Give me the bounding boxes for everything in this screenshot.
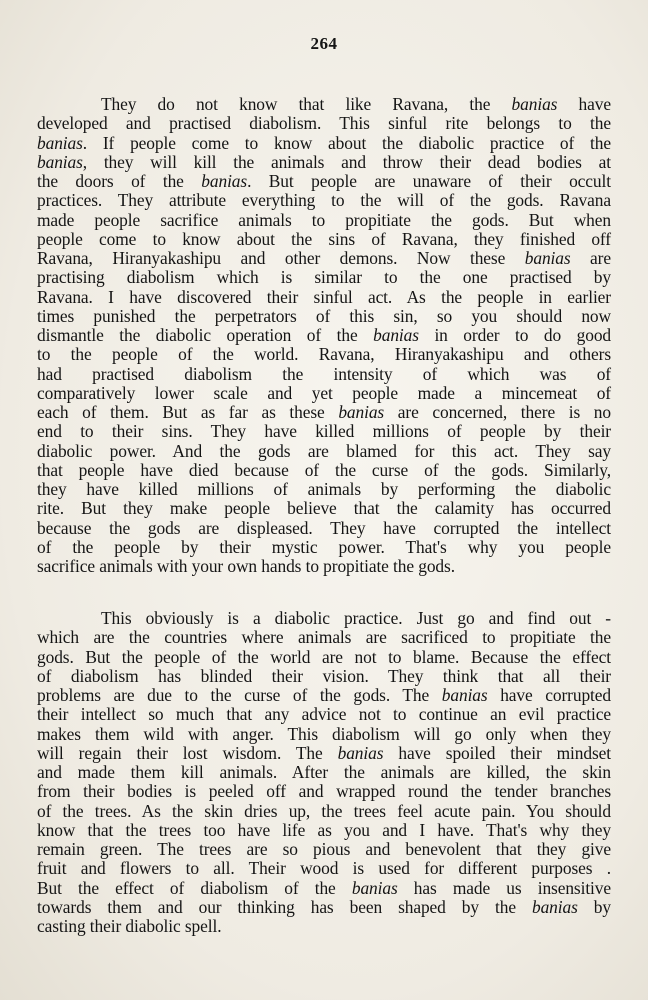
text-line: each of them. But as far as these banias are concerned, there is no [37, 402, 611, 422]
text-line: their intellect so much that any advice not to continue an evil practice [37, 704, 611, 725]
text-line: had practised diabolism the intensity of which was of [37, 363, 611, 384]
page-number: 264 [310, 34, 338, 53]
text-line: This obviously is a diabolic practice. Just go and find out - [101, 608, 611, 628]
text-line: problems are due to the curse of the gods. The banias have corrupted [37, 685, 611, 705]
text-line: of the trees. As the skin dries up, the trees feel acute pain. You should [37, 800, 611, 821]
text-line: remain green. The trees are so pious and benevolent that they give [37, 839, 611, 859]
text-line: of diabolism has blinded their vision. They think that all their [37, 665, 611, 686]
text-line: They do not know that like Ravana, the banias have [101, 94, 611, 114]
text-line: from their bodies is peeled off and wrapped round the tender branches [37, 781, 611, 802]
text-line: comparatively lower scale and yet people made a mincemeat of [37, 382, 611, 403]
text-line: made people sacrifice animals to propitiate the gods. But when [37, 209, 611, 230]
text-line: people come to know about the sins of Ravana, they finished off [37, 228, 611, 249]
text-line: which are the countries where animals are sacrificed to propitiate the [37, 627, 611, 648]
text-line: of the people by their mystic power. That's why you people [37, 536, 611, 557]
text-line: times punished the perpetrators of this sin, so you should now [37, 305, 611, 326]
paragraph-2 [37, 609, 611, 936]
text-line: will regain their lost wisdom. The banias have spoiled their mindset [37, 742, 611, 763]
text-line: casting their diabolic spell. [37, 916, 222, 936]
text-line: practices. They attribute everything to the will of the gods. Ravana [37, 190, 611, 211]
text-line: they have killed millions of animals by performing the diabolic [37, 479, 611, 499]
text-line: practising diabolism which is similar to the one practised by [37, 267, 611, 288]
text-line: banias, they will kill the animals and throw their dead bodies at [37, 151, 611, 172]
text-line: the doors of the banias. But people are unaware of their occult [37, 171, 611, 191]
text-line: gods. But the people of the world are not to blame. Because the effect [37, 646, 611, 667]
text-line: to the people of the world. Ravana, Hiranyakashipu and others [37, 344, 611, 365]
text-line: makes them wild with anger. This diabolism will go only when they [37, 723, 611, 744]
text-line: that people have died because of the curse of the gods. Similarly, [37, 459, 611, 480]
text-line: and made them kill animals. After the animals are killed, the skin [37, 762, 611, 782]
text-line: sacrifice animals with your own hands to propitiate the gods. [37, 556, 455, 576]
text-line: But the effect of diabolism of the banias has made us insensitive [37, 877, 611, 898]
text-line: know that the trees too have life as you and I have. That's why they [37, 819, 611, 840]
text-line: developed and practised diabolism. This sinful rite belongs to the [37, 113, 611, 134]
text-line: dismantle the diabolic operation of the banias in order to do good [37, 325, 612, 345]
text-line: rite. But they make people believe that the calamity has occurred [37, 498, 611, 519]
text-line: towards them and our thinking has been shaped by the banias by [37, 896, 611, 917]
text-line: diabolic power. And the gods are blamed for this act. They say [37, 440, 611, 461]
text-line: end to their sins. They have killed millions of people by their [37, 421, 611, 442]
text-line: Ravana, Hiranyakashipu and other demons. Now these banias are [37, 248, 611, 268]
text-line: because the gods are displeased. They have corrupted the intellect [37, 517, 611, 538]
paragraph-1 [37, 95, 611, 576]
text-line: banias. If people come to know about the diabolic practice of the [37, 132, 611, 153]
text-line: fruit and flowers to all. Their wood is used for different purposes . [37, 858, 611, 879]
text-line: Ravana. I have discovered their sinful act. As the people in earlier [37, 286, 611, 307]
